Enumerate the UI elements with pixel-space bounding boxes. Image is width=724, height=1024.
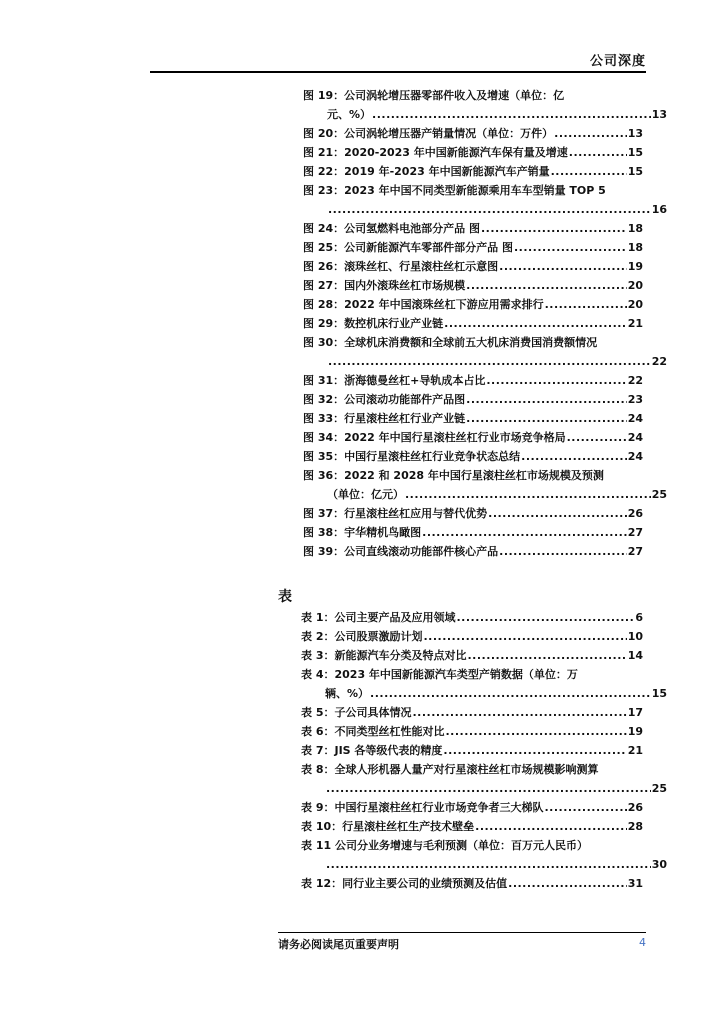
toc-page-number: 18 [627,222,643,235]
toc-page-number: 27 [627,526,643,539]
toc-figure-27[interactable] [303,276,643,295]
toc-table-7[interactable] [301,741,643,760]
toc-figure-29[interactable] [303,314,643,333]
toc-figure-34[interactable] [303,428,643,447]
toc-label: 表 1：公司主要产品及应用领域 [301,611,456,624]
toc-label-cont: 辆、%） [325,687,370,700]
toc-label: 图 24：公司氢燃料电池部分产品 图 [303,222,480,235]
toc-label: 图 26：滚珠丝杠、行星滚柱丝杠示意图 [303,260,499,273]
toc-leader [466,409,627,428]
toc-label: 表 5：子公司具体情况 [301,706,412,719]
toc-page-number: 19 [627,725,643,738]
toc-leader [370,684,651,703]
toc-figure-21[interactable] [303,143,643,162]
toc-leader [326,855,651,874]
header-title: 公司深度 [589,54,646,69]
toc-table-4[interactable] [301,665,667,703]
toc-label: 图 22：2019 年-2023 年中国新能源汽车产销量 [303,165,550,178]
toc-leader [405,485,651,504]
toc-page-number: 13 [651,108,667,121]
toc-figure-38[interactable] [303,523,643,542]
toc-label: 表 11 公司分业务增速与毛利预测（单位：百万元人民币） [301,839,588,852]
toc-figure-30[interactable] [303,333,667,371]
toc-table-6[interactable] [301,722,643,741]
toc-label: 图 30：全球机床消费额和全球前五大机床消费国消费额情况 [303,336,598,349]
toc-table-1[interactable] [301,608,643,627]
toc-table-10[interactable] [301,817,643,836]
toc-page-number: 15 [651,687,667,700]
toc-page-number: 24 [627,412,643,425]
toc-label: 图 32：公司滚动功能部件产品图 [303,393,466,406]
toc-label: 图 31：浙海德曼丝杠+导轨成本占比 [303,374,486,387]
toc-page-number: 17 [627,706,643,719]
toc-label: 图 19：公司涡轮增压器零部件收入及增速（单位：亿 [303,89,565,102]
toc-page-number: 20 [627,279,643,292]
toc-label-cont: 元、%） [327,108,372,121]
toc-leader [475,817,627,836]
toc-leader [545,295,627,314]
toc-label: 图 27：国内外滚珠丝杠市场规模 [303,279,466,292]
toc-figure-31[interactable] [303,371,643,390]
toc-page-number: 18 [627,241,643,254]
toc-page-number: 23 [627,393,643,406]
toc-figure-28[interactable] [303,295,643,314]
toc-leader [466,276,627,295]
toc-leader [328,200,651,219]
toc-leader [508,874,627,893]
toc-table-3[interactable] [301,646,643,665]
toc-page-number: 6 [635,611,643,624]
toc-leader [544,798,626,817]
toc-page-number: 24 [627,431,643,444]
toc-label: 图 25：公司新能源汽车零部件部分产品 图 [303,241,513,254]
toc-page-number: 13 [627,127,643,140]
toc-label: 表 8：全球人形机器人量产对行星滚柱丝杠市场规模影响测算 [301,763,599,776]
toc-leader [467,646,626,665]
toc-label: 图 37：行星滚柱丝杠应用与替代优势 [303,507,488,520]
toc-leader [423,627,626,646]
toc-leader [444,314,627,333]
toc-figure-37[interactable] [303,504,643,523]
toc-page-number: 15 [627,165,643,178]
toc-page-number: 27 [627,545,643,558]
toc-leader [326,779,651,798]
toc-page-number: 28 [627,820,643,833]
toc-label: 表 2：公司股票激励计划 [301,630,423,643]
footer-page-number: 4 [639,936,646,949]
toc-page-number: 21 [627,744,643,757]
toc-page-number: 10 [627,630,643,643]
toc-page-number: 26 [627,507,643,520]
toc-figure-22[interactable] [303,162,643,181]
toc-page-number: 30 [651,858,667,871]
toc-leader [499,257,627,276]
toc-label-cont: （单位：亿元） [327,488,404,501]
toc-label: 表 10：行星滚柱丝杠生产技术壁垒 [301,820,475,833]
toc-page-number: 24 [627,450,643,463]
toc-leader [422,523,627,542]
toc-label: 表 12：同行业主要公司的业绩预测及估值 [301,877,508,890]
toc-leader [328,352,651,371]
toc-table-9[interactable] [301,798,643,817]
toc-figure-25[interactable] [303,238,643,257]
toc-figure-39[interactable] [303,542,643,561]
toc-table-5[interactable] [301,703,643,722]
toc-label: 图 39：公司直线滚动功能部件核心产品 [303,545,499,558]
toc-table-11[interactable] [301,836,667,874]
toc-page-number: 25 [651,488,667,501]
toc-page-number: 16 [651,203,667,216]
toc-leader [488,504,627,523]
toc-leader [486,371,626,390]
toc-label: 图 34：2022 年中国行星滚柱丝杠行业市场竞争格局 [303,431,566,444]
toc-leader [412,703,626,722]
toc-figure-32[interactable] [303,390,643,409]
header-rule [150,71,646,73]
toc-page-number: 21 [627,317,643,330]
toc-page-number: 26 [627,801,643,814]
toc-label: 图 36：2022 和 2028 年中国行星滚柱丝杠市场规模及预测 [303,469,604,482]
toc-page-number: 25 [651,782,667,795]
toc-leader [521,447,627,466]
toc-leader [445,722,626,741]
toc-figure-36[interactable] [303,466,667,504]
toc-label: 图 38：宇华精机鸟瞰图 [303,526,422,539]
toc-figure-24[interactable] [303,219,643,238]
toc-label: 表 7：JIS 各等级代表的精度 [301,744,443,757]
toc-leader [569,143,627,162]
toc-leader [372,105,651,124]
toc-label: 表 9：中国行星滚柱丝杠行业市场竞争者三大梯队 [301,801,544,814]
toc-leader [466,390,627,409]
toc-leader [499,542,627,561]
toc-figure-23[interactable] [303,181,667,219]
toc-leader [514,238,627,257]
toc-page-number: 31 [627,877,643,890]
toc-leader [456,608,634,627]
toc-label: 表 3：新能源汽车分类及特点对比 [301,649,467,662]
toc-page-number: 15 [627,146,643,159]
toc-label: 图 33：行星滚柱丝杠行业产业链 [303,412,466,425]
toc-label: 表 4：2023 年中国新能源汽车类型产销数据（单位：万 [301,668,578,681]
toc-figure-19[interactable] [303,86,667,124]
toc-figure-35[interactable] [303,447,643,466]
toc-table-12[interactable] [301,874,643,893]
toc-leader [554,124,627,143]
toc-leader [481,219,627,238]
toc-table-2[interactable] [301,627,643,646]
tables-section-heading: 表 [278,589,292,605]
toc-leader [551,162,627,181]
toc-label: 图 29：数控机床行业产业链 [303,317,444,330]
toc-label: 图 21：2020-2023 年中国新能源汽车保有量及增速 [303,146,568,159]
toc-label: 图 35：中国行星滚柱丝杠行业竞争状态总结 [303,450,521,463]
toc-figure-20[interactable] [303,124,643,143]
toc-leader [443,741,626,760]
toc-label: 图 23：2023 年中国不同类型新能源乘用车车型销量 TOP 5 [303,184,606,197]
toc-table-8[interactable] [301,760,667,798]
toc-page-number: 20 [627,298,643,311]
footer-disclaimer: 请务必阅读尾页重要声明 [278,938,399,951]
toc-page-number: 22 [651,355,667,368]
toc-figure-33[interactable] [303,409,643,428]
toc-page-number: 14 [627,649,643,662]
toc-label: 图 28：2022 年中国滚珠丝杠下游应用需求排行 [303,298,544,311]
toc-label: 图 20：公司涡轮增压器产销量情况（单位：万件） [303,127,554,140]
toc-page-number: 19 [627,260,643,273]
footer-rule [278,932,646,933]
toc-page-number: 22 [627,374,643,387]
toc-label: 表 6：不同类型丝杠性能对比 [301,725,445,738]
toc-leader [567,428,627,447]
toc-figure-26[interactable] [303,257,643,276]
